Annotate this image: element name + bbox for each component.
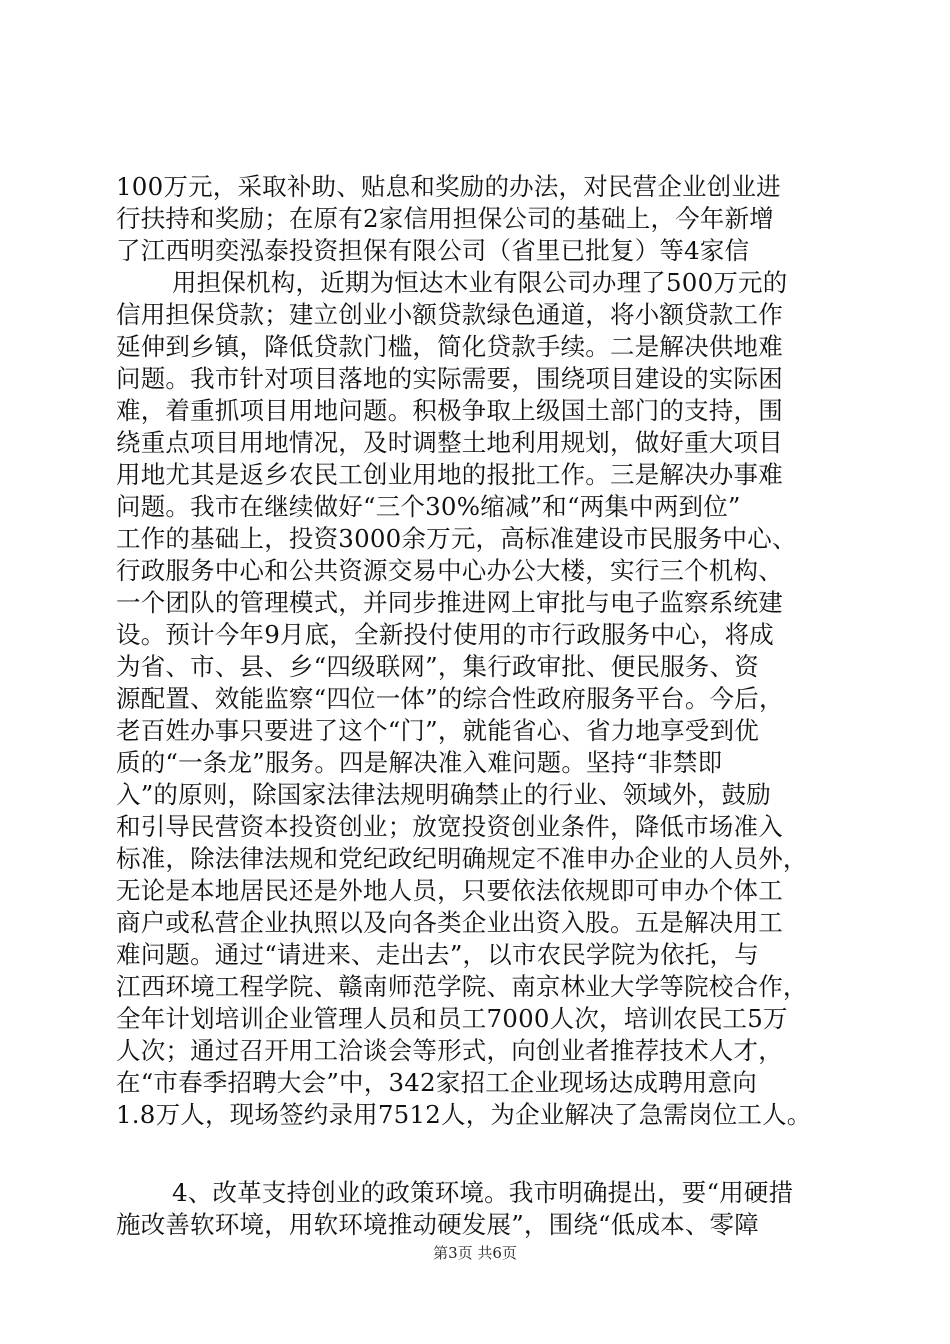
text-line: 用地尤其是返乡农民工创业用地的报批工作。三是解决办事难 <box>116 460 783 489</box>
text-line: 在“市春季招聘大会”中，342家招工企业现场达成聘用意向 <box>116 1068 757 1097</box>
text-line: 难，着重抓项目用地问题。积极争取上级国土部门的支持，围 <box>116 396 783 425</box>
text-line: 4、改革支持创业的政策环境。我市明确提出，要“用硬措 <box>172 1178 794 1207</box>
text-line: 1.8万人，现场签约录用7512人，为企业解决了急需岗位工人。 <box>116 1100 812 1129</box>
text-line: 源配置、效能监察“四位一体”的综合性政府服务平台。今后， <box>116 684 784 713</box>
text-line: 和引导民营资本投资创业；放宽投资创业条件，降低市场准入 <box>116 812 783 841</box>
text-line: 问题。我市针对项目落地的实际需要，围绕项目建设的实际困 <box>116 364 783 393</box>
text-line: 行扶持和奖励；在原有2家信用担保公司的基础上，今年新增 <box>116 204 774 233</box>
text-line: 标准，除法律法规和党纪政纪明确规定不准申办企业的人员外， <box>116 844 808 873</box>
text-line: 工作的基础上，投资3000余万元，高标准建设市民服务中心、 <box>116 524 797 553</box>
text-line: 全年计划培训企业管理人员和员工7000人次，培训农民工5万 <box>116 1004 788 1033</box>
text-line: 100万元，采取补助、贴息和奖励的办法，对民营企业创业进 <box>116 172 781 201</box>
text-line: 一个团队的管理模式，并同步推进网上审批与电子监察系统建 <box>116 588 783 617</box>
text-line: 入”的原则，除国家法律法规明确禁止的行业、领域外，鼓励 <box>116 780 771 809</box>
text-line: 信用担保贷款；建立创业小额贷款绿色通道，将小额贷款工作 <box>116 300 783 329</box>
text-line: 用担保机构，近期为恒达木业有限公司办理了500万元的 <box>172 268 788 297</box>
text-line: 质的“一条龙”服务。四是解决准入难问题。坚持“非禁即 <box>116 748 723 777</box>
text-line: 江西环境工程学院、赣南师范学院、南京林业大学等院校合作， <box>116 972 808 1001</box>
paragraph-a <box>116 171 836 267</box>
paragraph-spacer <box>116 1131 836 1177</box>
document-body <box>116 171 836 1241</box>
text-line: 商户或私营企业执照以及向各类企业出资入股。五是解决用工 <box>116 908 783 937</box>
text-line: 绕重点项目用地情况，及时调整土地利用规划，做好重大项目 <box>116 428 783 457</box>
text-line: 施改善软环境，用软环境推动硬发展”，围绕“低成本、零障 <box>116 1210 759 1239</box>
page-footer: 第3页 共6页 <box>433 1244 517 1262</box>
text-line: 延伸到乡镇，降低贷款门槛，简化贷款手续。二是解决供地难 <box>116 332 783 361</box>
text-line: 人次；通过召开用工洽谈会等形式，向创业者推荐技术人才， <box>116 1036 783 1065</box>
paragraph-b <box>116 267 836 1131</box>
text-line: 了江西明奕泓泰投资担保有限公司（省里已批复）等4家信 <box>116 236 750 265</box>
text-line: 设。预计今年9月底，全新投付使用的市行政服务中心，将成 <box>116 620 774 649</box>
text-line: 问题。我市在继续做好“三个30%缩减”和“两集中两到位” <box>116 492 741 521</box>
paragraph-c <box>116 1177 836 1241</box>
text-line: 无论是本地居民还是外地人员，只要依法依规即可申办个体工 <box>116 876 783 905</box>
text-line: 为省、市、县、乡“四级联网”，集行政审批、便民服务、资 <box>116 652 759 681</box>
text-line: 难问题。通过“请进来、走出去”，以市农民学院为依托，与 <box>116 940 759 969</box>
text-line: 行政服务中心和公共资源交易中心办公大楼，实行三个机构、 <box>116 556 783 585</box>
text-line: 老百姓办事只要进了这个“门”，就能省心、省力地享受到优 <box>116 716 759 745</box>
